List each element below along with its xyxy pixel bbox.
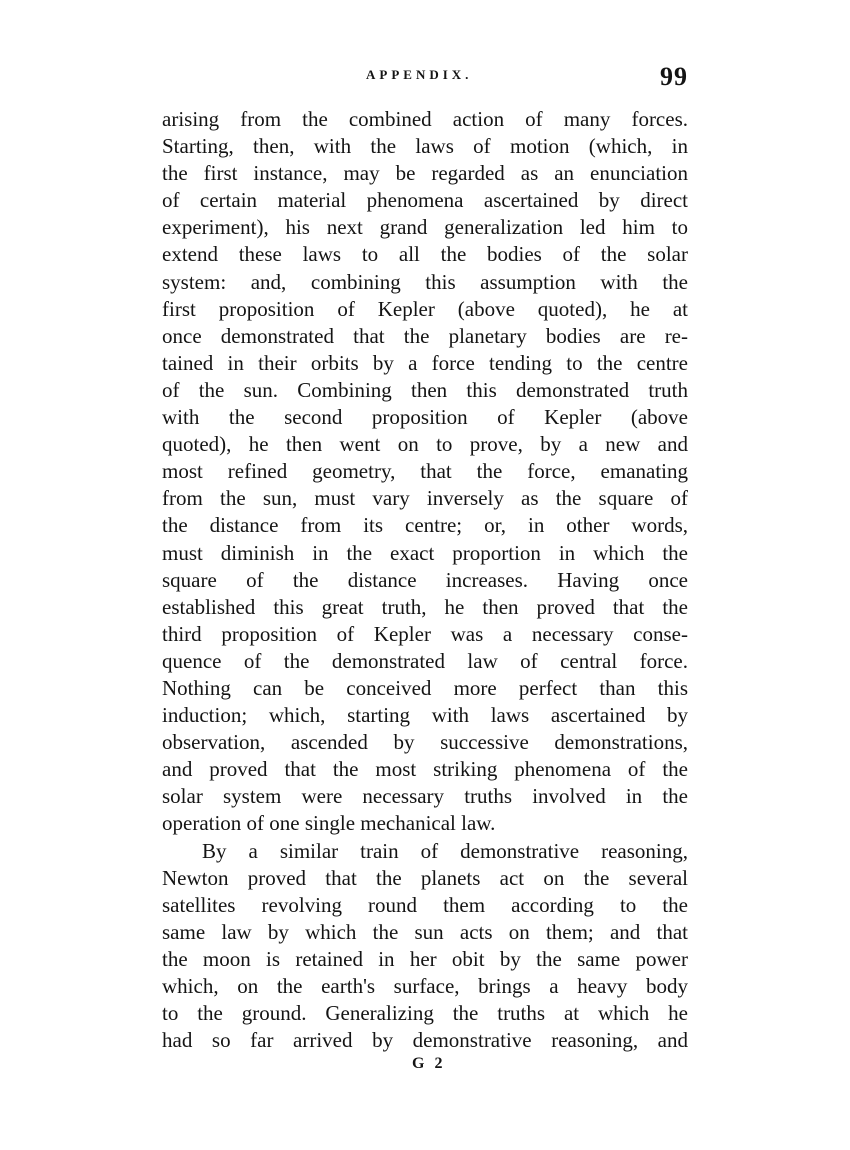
text-line: from the sun, must vary inversely as the square of xyxy=(162,486,688,511)
text-line: Nothing can be conceived more perfect than this xyxy=(162,675,688,700)
text-line: square of the distance increases. Having once xyxy=(162,567,688,592)
text-line: arising from the combined action of many forces. xyxy=(162,107,688,131)
text-line: to the ground. Generalizing the truths at which he xyxy=(162,1001,688,1026)
text-line: same law by which the sun acts on them; and that xyxy=(162,919,688,944)
text-line: satellites revolving round them according to the xyxy=(162,892,688,917)
text-line: quoted), he then went on to prove, by a new and xyxy=(162,432,688,457)
text-line: and proved that the most striking phenomena of the xyxy=(162,757,688,782)
text-line: system: and, combining this assumption with the xyxy=(162,269,688,294)
text-line: Starting, then, with the laws of motion (which, in xyxy=(162,134,688,159)
text-line: induction; which, starting with laws ascertained by xyxy=(162,703,688,728)
text-line: the moon is retained in her obit by the same power xyxy=(162,946,688,971)
text-line: the distance from its centre; or, in other words, xyxy=(162,513,688,538)
text-line: solar system were necessary truths involved in the xyxy=(162,784,688,809)
running-head xyxy=(160,62,690,94)
text-line: must diminish in the exact proportion in which the xyxy=(162,540,688,565)
text-line: quence of the demonstrated law of central force. xyxy=(162,648,688,673)
text-line: of certain material phenomena ascertained by direct xyxy=(162,188,688,213)
text-line: Newton proved that the planets act on the several xyxy=(162,865,688,890)
text-line: the first instance, may be regarded as an enunciation xyxy=(162,161,688,186)
signature-mark: G 2 xyxy=(412,1055,446,1072)
running-title: APPENDIX. xyxy=(366,67,473,82)
text-line: experiment), his next grand generalization led him to xyxy=(162,215,688,240)
body-text xyxy=(162,106,688,1054)
text-line: with the second proposition of Kepler (above xyxy=(162,405,688,430)
text-line: which, on the earth's surface, brings a heavy body xyxy=(162,974,688,998)
text-line: once demonstrated that the planetary bodies are re- xyxy=(162,323,688,348)
paragraph-end-line: operation of one single mechanical law. xyxy=(162,811,496,836)
text-line: tained in their orbits by a force tending to the centre xyxy=(162,350,688,375)
text-line: established this great truth, he then proved that the xyxy=(162,594,688,619)
page-number: 99 xyxy=(660,62,688,91)
text-line: most refined geometry, that the force, emanating xyxy=(162,459,688,484)
text-line: of the sun. Combining then this demonstrated truth xyxy=(162,377,688,402)
text-line: extend these laws to all the bodies of the solar xyxy=(162,242,688,267)
paragraph-start-line: By a similar train of demonstrative reasoning, xyxy=(202,838,688,863)
text-line: third proposition of Kepler was a necessary conse- xyxy=(162,621,688,646)
text-line: had so far arrived by demonstrative reasoning, and xyxy=(162,1028,688,1053)
text-line: first proposition of Kepler (above quoted), he at xyxy=(162,296,688,321)
text-line: observation, ascended by successive demonstrations, xyxy=(162,730,688,755)
